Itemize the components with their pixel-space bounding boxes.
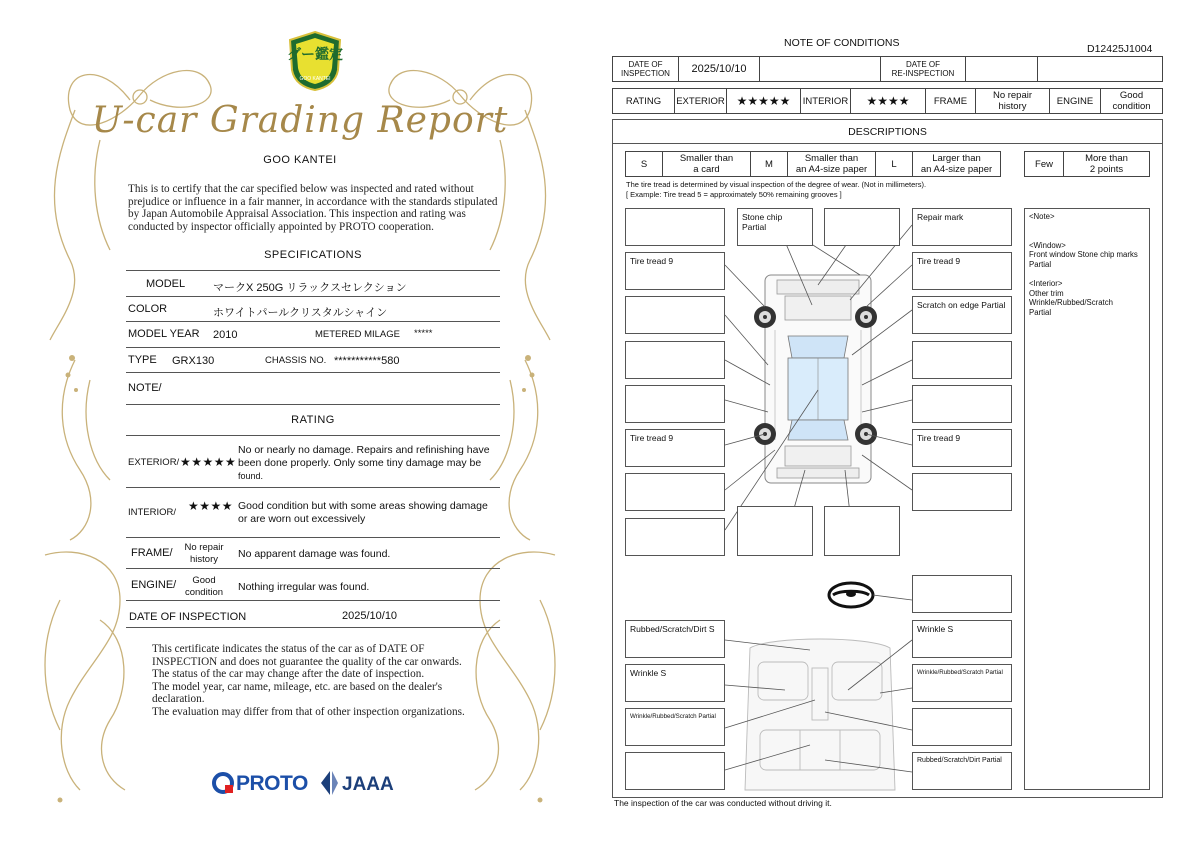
proto-logo: PROTO xyxy=(212,769,312,799)
conditions-heading: NOTE OF CONDITIONS xyxy=(784,37,900,49)
exterior-stars: ★★★★★ xyxy=(726,88,801,114)
date-of-inspection-value: 2025/10/10 xyxy=(678,56,760,82)
rating-heading: RATING xyxy=(291,414,335,426)
exterior-box-bottom-l xyxy=(737,506,813,556)
model-year-label: MODEL YEAR xyxy=(128,328,200,340)
proto-mark-icon xyxy=(212,771,236,795)
metered-milage-label: METERED MILAGE xyxy=(315,329,400,340)
legend-s-text: Smaller than a card xyxy=(662,151,751,177)
chassis-value: ***********580 xyxy=(334,355,400,367)
certificate-footer: This certificate indicates the status of the car as of DATE OF INSPECTION and does not guarantee the quality of the car onwards. The status of the car may change after the date of inspection. The model year, car name, mileage, etc. are based on the dealer's declaration. The evaluation may differ from that of other inspection organizations. xyxy=(152,643,465,718)
interior-text: Good condition but with some areas showing damage or are worn out excessively xyxy=(238,500,488,525)
note-label: NOTE/ xyxy=(128,382,162,394)
interior-box-wrs-r: Wrinkle/Rubbed/Scratch Partial xyxy=(912,664,1012,702)
engine-label: ENGINE xyxy=(1049,88,1101,114)
tire-note: The tire tread is determined by visual inspection of the degree of wear. (Not in millimeters). [ Example: Tire tread 5 = approximately 50% remaining grooves ] xyxy=(626,180,927,199)
exterior-box-r7 xyxy=(912,473,1012,511)
legend-l: L xyxy=(875,151,913,177)
chassis-label: CHASSIS NO. xyxy=(265,355,327,366)
exterior-box-tire-fr: Tire tread 9 xyxy=(912,252,1012,290)
exterior-box-stone-chip: Stone chip Partial xyxy=(737,208,813,246)
interior-label: INTERIOR xyxy=(800,88,851,114)
exterior-box-scratch-edge: Scratch on edge Partial xyxy=(912,296,1012,334)
model-year-value: 2010 xyxy=(213,329,238,341)
legend-l-text: Larger than an A4-size paper xyxy=(912,151,1001,177)
frame-label: FRAME xyxy=(925,88,976,114)
interior-stars: ★★★★ xyxy=(850,88,926,114)
exterior-label: EXTERIOR/ xyxy=(128,457,180,468)
badge-sub: GOO KANTEI xyxy=(299,76,331,82)
legend-few: Few xyxy=(1024,151,1064,177)
type-value: GRX130 xyxy=(172,355,215,367)
color-label: COLOR xyxy=(128,303,168,315)
jaaa-logo: JAAA xyxy=(318,769,398,799)
interior-stars: ★★★★ xyxy=(188,499,234,513)
badge-text: グー鑑定 xyxy=(287,46,343,62)
exterior-box-r4 xyxy=(912,341,1012,379)
legend-m: M xyxy=(750,151,788,177)
exterior-box-l8 xyxy=(625,518,725,556)
note-box: <Note> <Window> Front window Stone chip marks Partial <Interior> Other trim Wrinkle/Rubbed/Scratch Partial xyxy=(1024,208,1150,790)
interior-box-wrinkle-l: Wrinkle S xyxy=(625,664,725,702)
interior-box-wrs-l: Wrinkle/Rubbed/Scratch Partial xyxy=(625,708,725,746)
descriptions-heading: DESCRIPTIONS xyxy=(848,126,927,138)
interior-box-rubbed-r: Rubbed/Scratch/Dirt Partial xyxy=(912,752,1012,790)
date-value: 2025/10/10 xyxy=(342,610,398,622)
frame-value: No repair history xyxy=(184,542,224,565)
exterior-box-l4 xyxy=(625,341,725,379)
conditions-footer: The inspection of the car was conducted without driving it. xyxy=(614,798,832,808)
engine-value: Good condition xyxy=(184,575,224,598)
specifications-heading: SPECIFICATIONS xyxy=(264,249,362,261)
date-of-reinspection-label: DATE OF RE-INSPECTION xyxy=(880,56,966,82)
goo-kantei-badge xyxy=(286,30,344,92)
exterior-box-tire-rr: Tire tread 9 xyxy=(912,429,1012,467)
document-id: D12425J1004 xyxy=(1087,43,1153,55)
metered-milage-value: ***** xyxy=(414,328,433,339)
certificate-subtitle: GOO KANTEI xyxy=(263,154,337,166)
frame-value: No repair history xyxy=(975,88,1050,114)
certificate-intro: This is to certify that the car specified below was inspected and rated without prejudice or influence in a fair manner, in accordance with the standards stipulated by Japan Automobile Appraisal Association. This inspection and rating was conducted by inspector officially appointed by PROTO cooperation. xyxy=(128,183,498,233)
note-of-conditions xyxy=(600,0,1200,848)
legend-few-text: More than 2 points xyxy=(1063,151,1150,177)
frame-label: FRAME/ xyxy=(131,547,173,559)
exterior-box-bottom-r xyxy=(824,506,900,556)
exterior-box-l3 xyxy=(625,296,725,334)
exterior-box-l7 xyxy=(625,473,725,511)
interior-box-rubbed-l: Rubbed/Scratch/Dirt S xyxy=(625,620,725,658)
exterior-box-r5 xyxy=(912,385,1012,423)
steering-box xyxy=(912,575,1012,613)
car-top-view xyxy=(765,275,871,483)
exterior-stars: ★★★★★ xyxy=(180,455,237,469)
legend-s: S xyxy=(625,151,663,177)
model-label: MODEL xyxy=(146,278,186,290)
color-value: ホワイトパールクリスタルシャイン xyxy=(213,307,388,319)
exterior-box-top-mid xyxy=(824,208,900,246)
date-label: DATE OF INSPECTION xyxy=(129,611,247,623)
exterior-box-l1 xyxy=(625,208,725,246)
model-value: マークX 250G リラックスセレクション xyxy=(213,282,407,294)
exterior-box-repair-mark: Repair mark xyxy=(912,208,1012,246)
exterior-text: No or nearly no damage. Repairs and refinishing have been done properly. Only some tiny damage may be found. xyxy=(238,444,490,481)
date-of-inspection-label: DATE OF INSPECTION xyxy=(612,56,679,82)
frame-text: No apparent damage was found. xyxy=(238,548,391,560)
certificate-title: U-car Grading Report xyxy=(91,100,509,141)
engine-value: Good condition xyxy=(1100,88,1163,114)
legend-m-text: Smaller than an A4-size paper xyxy=(787,151,876,177)
exterior-label: EXTERIOR xyxy=(674,88,727,114)
type-label: TYPE xyxy=(128,354,157,366)
exterior-box-tire-rl: Tire tread 9 xyxy=(625,429,725,467)
steering-wheel-icon xyxy=(829,583,873,607)
engine-text: Nothing irregular was found. xyxy=(238,581,370,593)
exterior-box-l5 xyxy=(625,385,725,423)
exterior-box-tire-fl: Tire tread 9 xyxy=(625,252,725,290)
interior-box-r3 xyxy=(912,708,1012,746)
interior-box-l4 xyxy=(625,752,725,790)
engine-label: ENGINE/ xyxy=(131,579,177,591)
interior-label: INTERIOR/ xyxy=(128,507,177,518)
jaaa-mark-icon xyxy=(318,770,340,796)
interior-box-wrinkle-r: Wrinkle S xyxy=(912,620,1012,658)
rating-label: RATING xyxy=(612,88,675,114)
